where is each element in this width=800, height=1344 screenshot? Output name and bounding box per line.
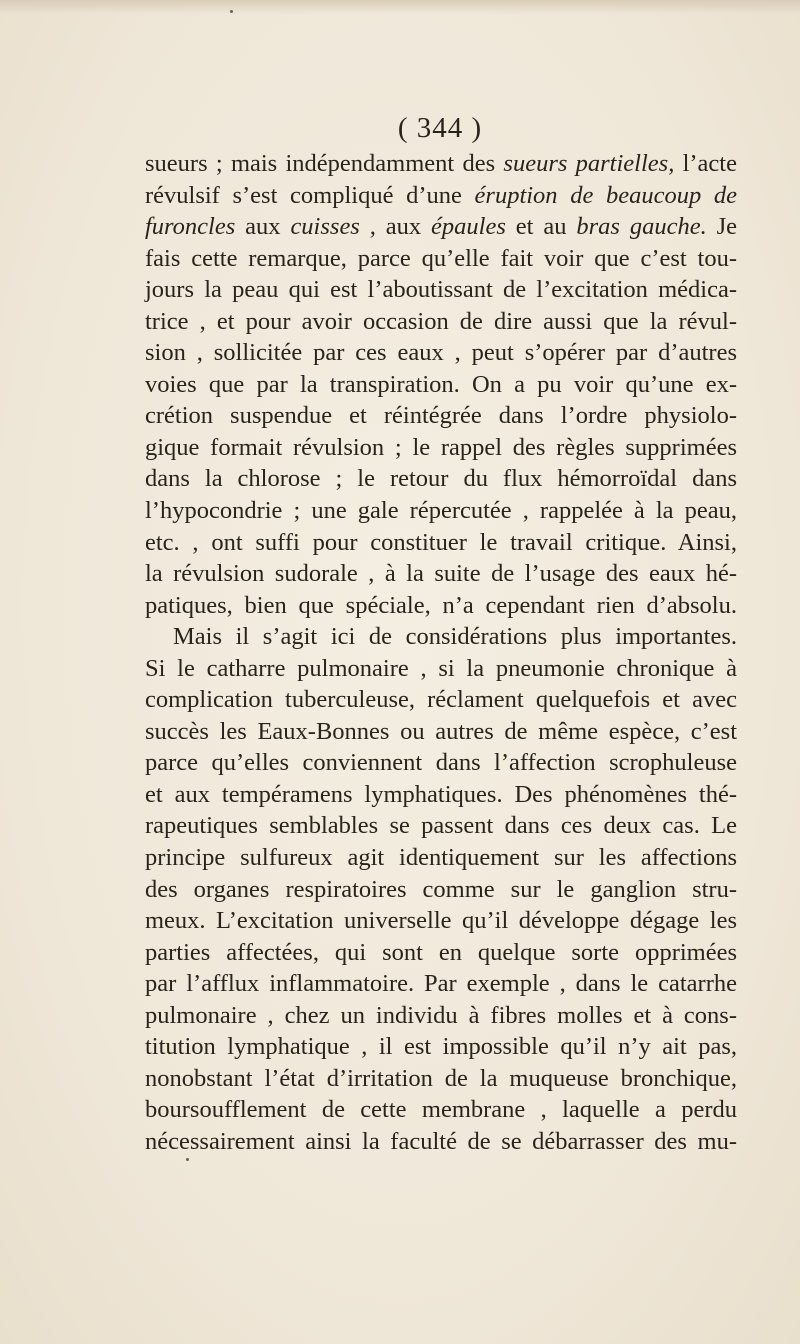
text-segment: Si le catharre pulmonaire , si la pneumonie chronique à — [145, 654, 737, 682]
text-segment: parties affectées, qui sont en quelque sorte opprimées — [145, 938, 737, 966]
text-segment: des organes respiratoires comme sur le ganglion stru- — [145, 875, 737, 903]
text-line — [145, 747, 737, 779]
body-text — [145, 148, 737, 1158]
text-segment: Mais il s’agit ici de considérations plus importantes. — [173, 623, 737, 651]
text-segment: dans la chlorose ; le retour du flux hémorroïdal dans — [145, 465, 737, 493]
text-segment: révulsif s’est compliqué d’une — [145, 181, 475, 209]
italic-text: sueurs partielles, — [503, 150, 675, 177]
text-line — [145, 1094, 737, 1126]
text-segment: nonobstant l’état d’irritation de la muqueuse bronchique, — [145, 1064, 737, 1092]
text-segment: sion , sollicitée par ces eaux , peut s’opérer par d’autres — [145, 339, 737, 367]
text-segment: trice , et pour avoir occasion de dire aussi que la révul- — [145, 307, 737, 335]
text-line — [145, 1031, 737, 1063]
text-line — [145, 590, 737, 622]
text-segment: etc. , ont suffi pour constituer le travail critique. Ainsi, — [145, 528, 737, 556]
text-line — [145, 337, 737, 369]
page-top-edge-shadow — [0, 0, 800, 14]
text-segment: complication tuberculeuse, réclament quelquefois et avec — [145, 686, 737, 714]
text-line — [145, 1063, 737, 1095]
text-line — [145, 211, 737, 243]
text-line — [145, 369, 737, 401]
italic-text: furoncles — [145, 213, 236, 241]
italic-text: cuisses , — [290, 213, 376, 241]
text-segment: titution lymphatique , il est impossible qu’il n’y ait pas, — [145, 1033, 737, 1061]
text-segment: Je — [706, 213, 738, 241]
text-segment: l’hypocondrie ; une gale répercutée , rappelée à la peau, — [145, 497, 737, 525]
text-segment: crétion suspendue et réintégrée dans l’ordre physiolo- — [145, 402, 737, 430]
text-segment: meux. L’excitation universelle qu’il développe dégage les — [145, 907, 737, 935]
text-segment: et aux tempéramens lymphatiques. Des phénomènes thé- — [145, 780, 737, 808]
text-line — [145, 495, 737, 527]
text-line — [145, 400, 737, 432]
text-line — [145, 558, 737, 590]
text-segment: gique formait révulsion ; le rappel des règles supprimées — [145, 433, 737, 461]
text-segment: patiques, bien que spéciale, n’a cependant rien d’absolu. — [145, 591, 737, 619]
text-line — [145, 463, 737, 495]
text-segment: boursoufflement de cette membrane , laquelle a perdu — [145, 1096, 737, 1124]
italic-text: épaules — [431, 213, 506, 241]
page-number: ( 344 ) — [397, 112, 483, 144]
text-segment: pulmonaire , chez un individu à fibres molles et à cons- — [145, 1001, 737, 1029]
text-line — [145, 1000, 737, 1032]
text-segment: la révulsion sudorale , à la suite de l’usage des eaux hé- — [145, 560, 737, 588]
text-segment: succès les Eaux-Bonnes ou autres de même espèce, c’est — [145, 717, 737, 745]
text-line — [145, 432, 737, 464]
text-line — [145, 306, 737, 338]
text-line — [145, 779, 737, 811]
text-segment: nécessairement ainsi la faculté de se débarrasser des mu- — [145, 1127, 737, 1155]
text-segment: aux — [375, 213, 432, 241]
text-segment: aux — [235, 213, 291, 241]
text-line — [145, 968, 737, 1000]
text-segment: parce qu’elles conviennent dans l’affection scrophuleuse — [145, 749, 737, 777]
text-line — [145, 1126, 737, 1158]
paper-speck — [186, 1158, 189, 1161]
text-line — [145, 842, 737, 874]
text-line — [145, 621, 737, 653]
text-line — [145, 148, 737, 180]
text-segment: jours la peau qui est l’aboutissant de l’excitation médica- — [145, 276, 737, 304]
text-line — [145, 274, 737, 306]
text-segment: voies que par la transpiration. On a pu voir qu’une ex- — [145, 370, 737, 398]
text-line — [145, 653, 737, 685]
text-segment: rapeutiques semblables se passent dans ces deux cas. Le — [145, 812, 737, 840]
text-segment: par l’afflux inflammatoire. Par exemple , dans le catarrhe — [145, 970, 737, 998]
text-segment: principe sulfureux agit identiquement sur les affections — [145, 844, 737, 872]
text-segment: sueurs ; mais indépendamment des — [145, 150, 504, 177]
text-line — [145, 716, 737, 748]
text-line — [145, 905, 737, 937]
italic-text: bras gauche. — [576, 213, 707, 241]
text-segment: l’acte — [674, 150, 737, 177]
italic-text: éruption de beaucoup de — [474, 181, 737, 209]
text-segment: et au — [505, 213, 577, 241]
text-segment: fais cette remarque, parce qu’elle fait voir que c’est tou- — [145, 244, 737, 272]
text-line — [145, 937, 737, 969]
text-line — [145, 527, 737, 559]
text-line — [145, 874, 737, 906]
text-line — [145, 810, 737, 842]
text-line — [145, 243, 737, 275]
paper-speck — [230, 10, 233, 13]
text-line — [145, 684, 737, 716]
text-line — [145, 180, 737, 212]
